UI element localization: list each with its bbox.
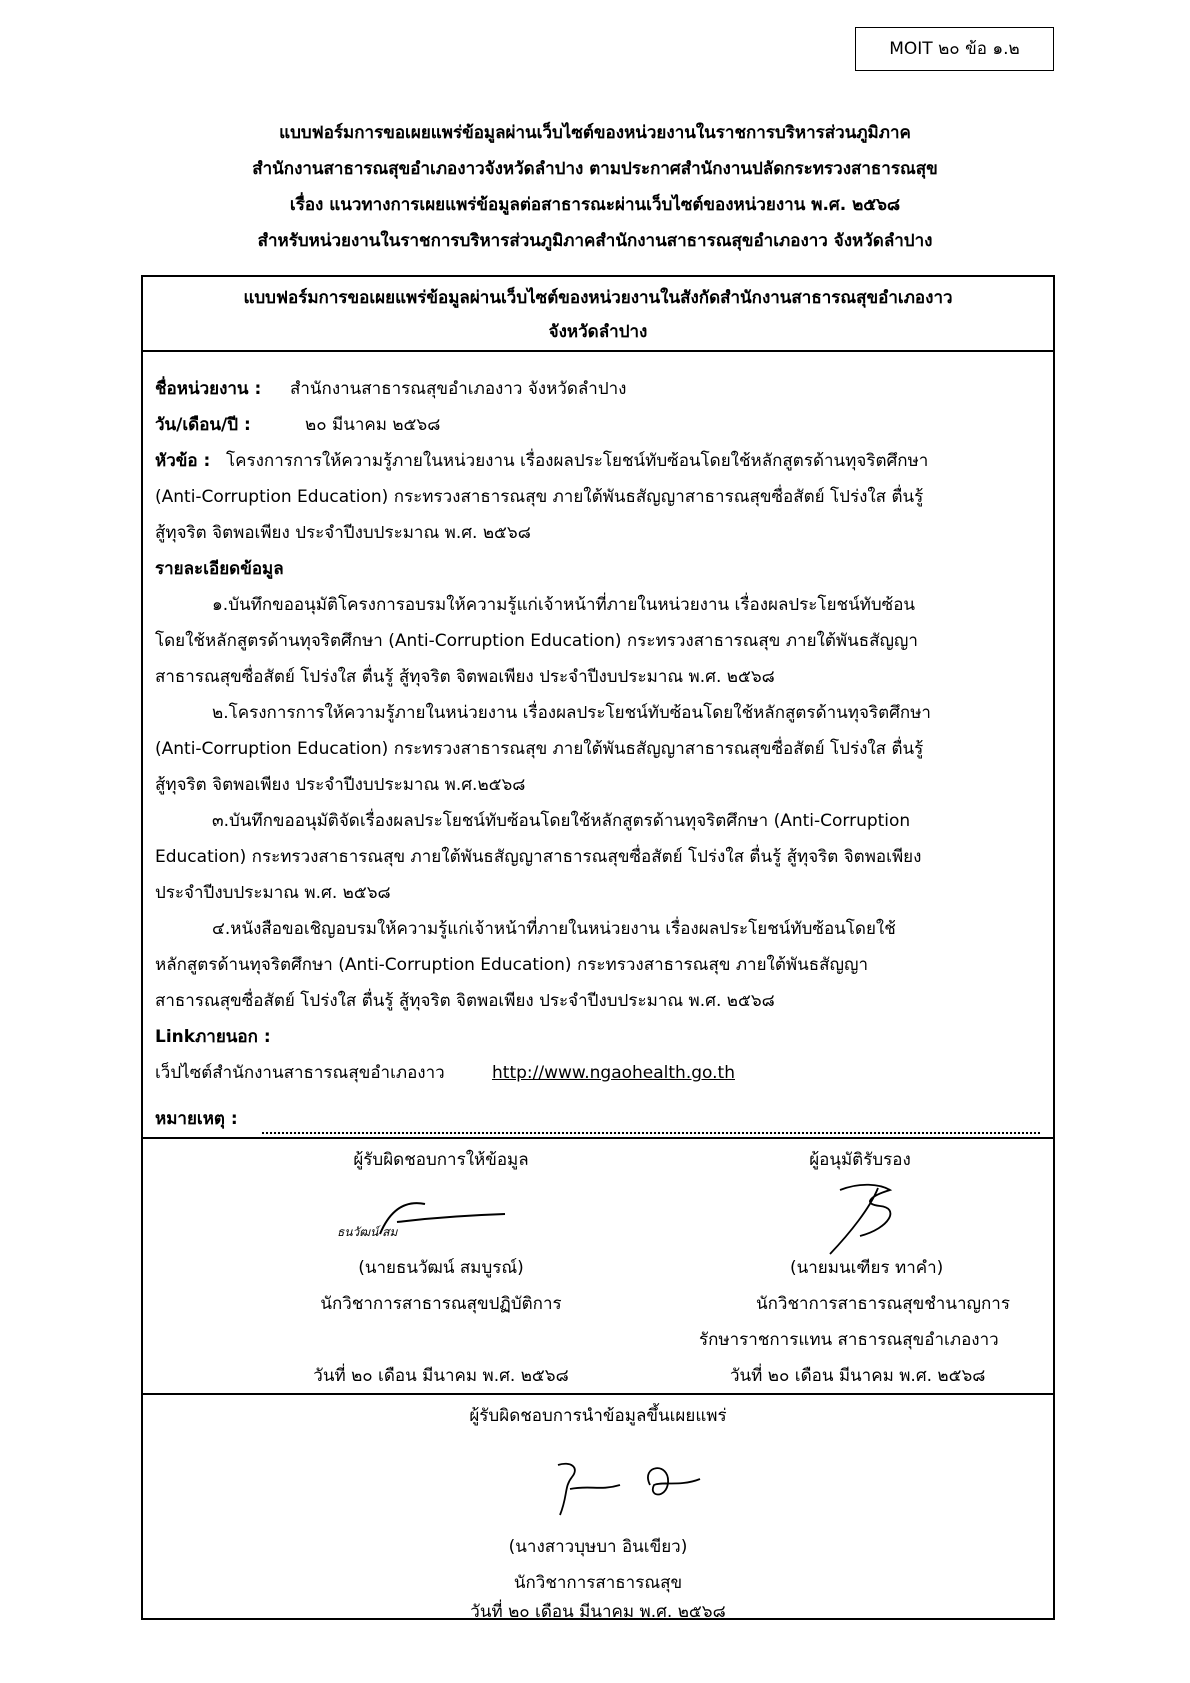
detail-line: ๓.บันทึกขออนุมัติจัดเรื่องผลประโยชน์ทับซ้อนโดยใช้หลักสูตรด้านทุจริตศึกษา (Anti-Corruption [212, 811, 911, 831]
form-title-line-1: แบบฟอร์มการขอเผยแพร่ข้อมูลผ่านเว็บไซต์ของหน่วยงานในสังกัดสำนักงานสาธารณสุขอำเภองาว [243, 288, 953, 308]
publisher-signature [550, 1455, 710, 1525]
details-label: รายละเอียดข้อมูล [155, 559, 284, 579]
website-link[interactable]: http://www.ngaohealth.go.th [492, 1063, 735, 1083]
heading-line-1: แบบฟอร์มการขอเผยแพร่ข้อมูลผ่านเว็บไซต์ของหน่วยงานในราชการบริหารส่วนภูมิภาค [279, 123, 911, 143]
agency-label: ชื่อหน่วยงาน : [155, 379, 262, 399]
link-description: เว็ปไซต์สำนักงานสาธารณสุขอำเภองาว [155, 1063, 445, 1083]
topic-line-3: สู้ทุจริต จิตพอเพียง ประจำปีงบประมาณ พ.ศ. ๒๕๖๘ [155, 523, 531, 543]
remark-dotted-line [262, 1118, 1040, 1134]
detail-line: สู้ทุจริต จิตพอเพียง ประจำปีงบประมาณ พ.ศ.๒๕๖๘ [155, 775, 526, 795]
form-title-line-2: จังหวัดลำปาง [548, 322, 648, 342]
publisher-role: ผู้รับผิดชอบการนำข้อมูลขึ้นเผยแพร่ [469, 1406, 727, 1426]
date-label: วัน/เดือน/ปี : [155, 415, 251, 435]
remark-label: หมายเหตุ : [155, 1109, 238, 1129]
provider-role: ผู้รับผิดชอบการให้ข้อมูล [353, 1150, 529, 1170]
detail-line: สาธารณสุขซื่อสัตย์ โปร่งใส ตื่นรู้ สู้ทุจริต จิตพอเพียง ประจำปีงบประมาณ พ.ศ. ๒๕๖๘ [155, 991, 775, 1011]
date-value: ๒๐ มีนาคม ๒๕๖๘ [305, 415, 441, 435]
detail-line: (Anti-Corruption Education) กระทรวงสาธารณสุข ภายใต้พันธสัญญาสาธารณสุขซื่อสัตย์ โปร่งใส ตื่นรู้ [155, 739, 924, 759]
provider-date: วันที่ ๒๐ เดือน มีนาคม พ.ศ. ๒๕๖๘ [313, 1366, 569, 1386]
heading-line-4: สำหรับหน่วยงานในราชการบริหารส่วนภูมิภาคสำนักงานสาธารณสุขอำเภองาว จังหวัดลำปาง [257, 231, 933, 251]
approver-name: (นายมนเฑียร ทาคำ) [790, 1258, 944, 1278]
approver-position: นักวิชาการสาธารณสุขชำนาญการ [756, 1294, 1010, 1314]
document-code: MOIT ๒๐ ข้อ ๑.๒ [889, 39, 1020, 59]
provider-signature [335, 1190, 515, 1250]
link-label: Linkภายนอก : [155, 1027, 271, 1047]
table-divider-title [141, 350, 1055, 352]
svg-text:ธนวัฒน์ สม: ธนวัฒน์ สม [337, 1225, 398, 1239]
publisher-date: วันที่ ๒๐ เดือน มีนาคม พ.ศ. ๒๕๖๘ [470, 1602, 726, 1622]
detail-line: ๑.บันทึกขออนุมัติโครงการอบรมให้ความรู้แก่เจ้าหน้าที่ภายในหน่วยงาน เรื่องผลประโยชน์ทับซ้อน [212, 595, 916, 615]
approver-signature [820, 1178, 920, 1258]
heading-line-2: สำนักงานสาธารณสุขอำเภองาวจังหวัดลำปาง ตามประกาศสำนักงานปลัดกระทรวงสาธารณสุข [252, 159, 938, 179]
provider-name: (นายธนวัฒน์ สมบูรณ์) [358, 1258, 524, 1278]
detail-line: สาธารณสุขซื่อสัตย์ โปร่งใส ตื่นรู้ สู้ทุจริต จิตพอเพียง ประจำปีงบประมาณ พ.ศ. ๒๕๖๘ [155, 667, 775, 687]
agency-value: สำนักงานสาธารณสุขอำเภองาว จังหวัดลำปาง [290, 379, 627, 399]
provider-position: นักวิชาการสาธารณสุขปฏิบัติการ [320, 1294, 562, 1314]
document-code-box [855, 27, 1054, 71]
detail-line: ประจำปีงบประมาณ พ.ศ. ๒๕๖๘ [155, 883, 391, 903]
table-divider-signatures [141, 1393, 1055, 1395]
detail-line: ๒.โครงการการให้ความรู้ภายในหน่วยงาน เรื่องผลประโยชน์ทับซ้อนโดยใช้หลักสูตรด้านทุจริตศึกษา [212, 703, 931, 723]
publisher-position: นักวิชาการสาธารณสุข [513, 1573, 683, 1593]
approver-date: วันที่ ๒๐ เดือน มีนาคม พ.ศ. ๒๕๖๘ [730, 1366, 986, 1386]
table-border-top [141, 275, 1055, 277]
topic-line-2: (Anti-Corruption Education) กระทรวงสาธารณสุข ภายใต้พันธสัญญาสาธารณสุขซื่อสัตย์ โปร่งใส ตื่นรู้ [155, 487, 924, 507]
detail-line: Education) กระทรวงสาธารณสุข ภายใต้พันธสัญญาสาธารณสุขซื่อสัตย์ โปร่งใส ตื่นรู้ สู้ทุจริต จิตพอเพียง [155, 847, 922, 867]
heading-line-3: เรื่อง แนวทางการเผยแพร่ข้อมูลต่อสาธารณะผ่านเว็บไซต์ของหน่วยงาน พ.ศ. ๒๕๖๘ [289, 195, 901, 215]
detail-line: โดยใช้หลักสูตรด้านทุจริตศึกษา (Anti-Corruption Education) กระทรวงสาธารณสุข ภายใต้พันธสัญญา [155, 631, 918, 651]
table-divider-body [141, 1137, 1055, 1139]
approver-role: ผู้อนุมัติรับรอง [809, 1150, 911, 1170]
topic-label: หัวข้อ : [155, 451, 211, 471]
approver-acting: รักษาราชการแทน สาธารณสุขอำเภองาว [699, 1330, 999, 1350]
topic-line-1: โครงการการให้ความรู้ภายในหน่วยงาน เรื่องผลประโยชน์ทับซ้อนโดยใช้หลักสูตรด้านทุจริตศึกษา [226, 451, 929, 471]
detail-line: หลักสูตรด้านทุจริตศึกษา (Anti-Corruption Education) กระทรวงสาธารณสุข ภายใต้พันธสัญญา [155, 955, 868, 975]
publisher-name: (นางสาวบุษบา อินเขียว) [508, 1537, 688, 1557]
detail-line: ๔.หนังสือขอเชิญอบรมให้ความรู้แก่เจ้าหน้าที่ภายในหน่วยงาน เรื่องผลประโยชน์ทับซ้อนโดยใช้ [212, 919, 896, 939]
